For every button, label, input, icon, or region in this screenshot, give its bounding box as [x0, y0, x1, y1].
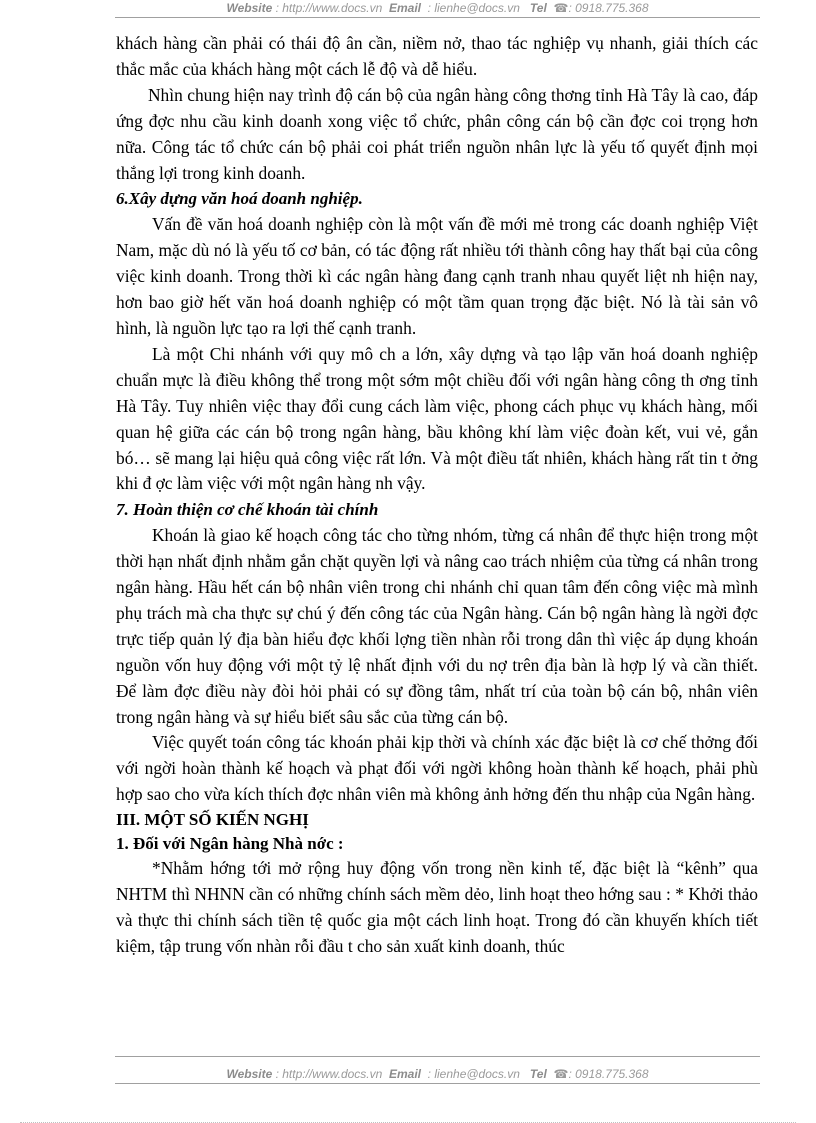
- paragraph: Việc quyết toán công tác khoán phải kịp thời và chính xác đặc biệt là cơ chế thởng đối với ngời hoàn thành kế hoạch và phạt đối với ngời không hoàn thành kế hoạch, phải phù hợp sao cho vừa kích thích đợc nhân viên mà không ảnh hởng đến thu nhập của Ngân hàng.: [116, 732, 758, 805]
- paragraph: Nhìn chung hiện nay trình độ cán bộ của ngân hàng công thơng tỉnh Hà Tây là cao, đáp ứng đợc nhu cầu kinh doanh xong việc tổ chức, phân công cán bộ cần đợc coi trọng hơn nữa. Công tác tổ chức cán bộ phải coi phát triển nguồn nhân lực là yếu tố quyết định mọi thắng lợi trong kinh doanh.: [116, 84, 758, 183]
- document-body: [116, 31, 758, 960]
- header-email-value[interactable]: : lienhe@docs.vn: [427, 1, 520, 15]
- page-header: [115, 0, 760, 16]
- footer-email-label: Email: [388, 1067, 421, 1081]
- phone-icon: ☎: [553, 1, 569, 15]
- subsection-heading: 1. Đối với Ngân hàng Nhà nớc :: [116, 834, 344, 854]
- paragraph: Vấn đề văn hoá doanh nghiệp còn là một vấn đề mới mẻ trong các doanh nghiệp Việt Nam, mặc dù nó là yếu tố cơ bản, có tác động rất nhiều tới thành công hay thất bại của công việc kinh doanh. Trong thời kì các ngân hàng đang cạnh tranh nhau quyết liệt nh hiện nay, hơn bao giờ hết văn hoá doanh nghiệp có một tầm quan trọng đặc biệt. Nó là tài sản vô hình, là nguồn lực tạo ra lợi thế cạnh tranh.: [116, 214, 758, 338]
- header-rule: [115, 17, 760, 18]
- footer-bottom-rule: [115, 1083, 760, 1084]
- chapter-heading: III. MỘT SỐ KIẾN NGHỊ: [116, 810, 309, 830]
- footer-email-value[interactable]: : lienhe@docs.vn: [427, 1067, 520, 1081]
- paragraph: Là một Chi nhánh với quy mô ch a lớn, xây dựng và tạo lập văn hoá doanh nghiệp chuẩn mực là điều không thể trong một sớm một chiều đối với ngân hàng công th ơng tỉnh Hà Tây. Tuy nhiên việc thay đổi cung cách làm việc, phong cách phục vụ khách hàng, mối quan hệ giữa các cán bộ trong ngân hàng, bầu không khí làm việc đoàn kết, vui vẻ, gắn bó… sẽ mang lại hiệu quả công việc rất lớn. Và một điều tất nhiên, khách hàng rất tin t ởng khi đ ợc làm việc với một ngân hàng nh vậy.: [116, 343, 758, 494]
- footer-website-url[interactable]: : http://www.docs.vn: [275, 1067, 383, 1081]
- header-website-url[interactable]: : http://www.docs.vn: [275, 1, 383, 15]
- paragraph: Khoán là giao kế hoạch công tác cho từng nhóm, từng cá nhân để thực hiện trong một thời hạn nhất định nhằm gắn chặt quyền lợi và nâng cao trách nhiệm của từng cá nhân trong ngân hàng. Hầu hết cán bộ nhân viên trong chi nhánh chỉ quan tâm đến công việc mà mình phụ trách mà cha thực sự chú ý đến công tác của Ngân hàng. Cán bộ ngân hàng là ngời đợc trực tiếp quản lý địa bàn hiểu đợc khối lợng tiền nhàn rỗi trong dân thì việc áp dụng khoán nguồn vốn huy động với một tỷ lệ nhất định với du nợ trên địa bàn là hợp lý và cần thiết. Để làm đợc điều này đòi hỏi phải có sự đồng tâm, nhất trí của toàn bộ cán bộ, nhân viên trong ngân hàng và sự hiểu biết sâu sắc của từng cán bộ.: [116, 525, 758, 727]
- footer-website-label: Website: [226, 1067, 273, 1081]
- header-tel-value: : 0918.775.368: [568, 1, 649, 15]
- header-tel-label: Tel: [529, 1, 547, 15]
- section-heading: 7. Hoàn thiện cơ chế khoán tài chính: [116, 500, 379, 520]
- phone-icon: ☎: [553, 1067, 569, 1081]
- header-website-label: Website: [226, 1, 273, 15]
- footer-tel-label: Tel: [529, 1067, 547, 1081]
- page-footer: [115, 1066, 760, 1082]
- footer-rule: [115, 1056, 760, 1057]
- paragraph: khách hàng cần phải có thái độ ân cần, niềm nở, thao tác nghiệp vụ nhanh, giải thích các thắc mắc của khách hàng một cách lễ độ và dễ hiểu.: [116, 33, 758, 79]
- header-email-label: Email: [388, 1, 421, 15]
- footer-tel-value: : 0918.775.368: [568, 1067, 649, 1081]
- paragraph: *Nhằm hớng tới mở rộng huy động vốn trong nền kinh tế, đặc biệt là “kênh” qua NHTM thì NHNN cần có những chính sách mềm dẻo, linh hoạt theo hớng sau : * Khởi thảo và thực thi chính sách tiền tệ quốc gia một cách linh hoạt. Trong đó cần khuyến khích tiết kiệm, tập trung vốn nhàn rỗi đầu t cho sản xuất kinh doanh, thúc: [116, 858, 758, 956]
- section-heading: 6.Xây dựng văn hoá doanh nghiệp.: [116, 189, 363, 209]
